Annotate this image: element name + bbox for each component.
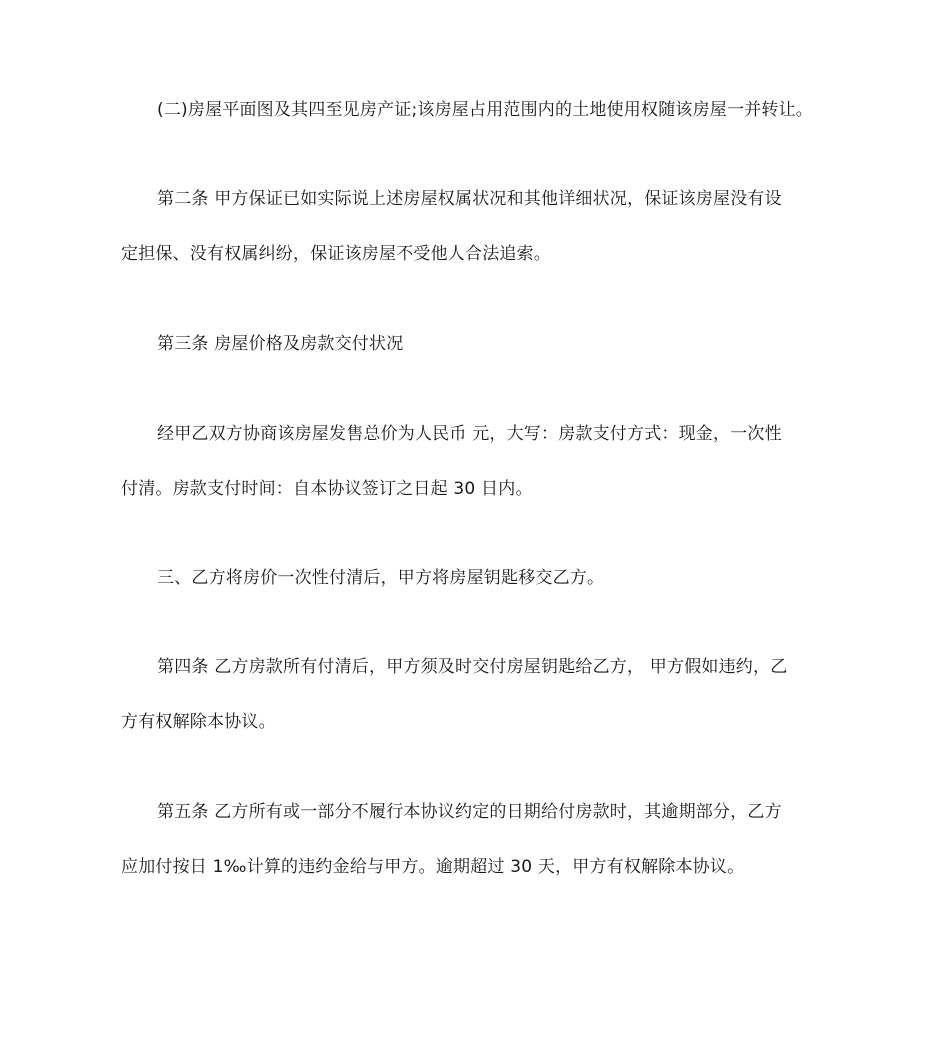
paragraph-6-line-1: 第四条 乙方房款所有付清后，甲方须及时交付房屋钥匙给乙方， 甲方假如违约，乙 bbox=[157, 657, 788, 677]
paragraph-4-line-1: 经甲乙双方协商该房屋发售总价为人民币 元，大写：房款支付方式：现金，一次性 bbox=[157, 424, 782, 444]
paragraph-1-line-1: (二)房屋平面图及其四至见房产证;该房屋占用范围内的土地使用权随该房屋一并转让。 bbox=[157, 100, 813, 120]
paragraph-7-line-1: 第五条 乙方所有或一部分不履行本协议约定的日期给付房款时，其逾期部分，乙方 bbox=[157, 802, 782, 822]
paragraph-5-line-1: 三、乙方将房价一次性付清后，甲方将房屋钥匙移交乙方。 bbox=[157, 568, 605, 588]
paragraph-7-line-2: 应加付按日 1‰计算的违约金给与甲方。逾期超过 30 天，甲方有权解除本协议。 bbox=[121, 857, 745, 877]
paragraph-2-line-1: 第二条 甲方保证已如实际说上述房屋权属状况和其他详细状况，保证该房屋没有设 bbox=[157, 189, 782, 209]
paragraph-3-line-1: 第三条 房屋价格及房款交付状况 bbox=[157, 334, 404, 354]
paragraph-4-line-2: 付清。房款支付时间：自本协议签订之日起 30 日内。 bbox=[121, 479, 533, 499]
paragraph-2-line-2: 定担保、没有权属纠纷，保证该房屋不受他人合法追索。 bbox=[121, 244, 551, 264]
paragraph-6-line-2: 方有权解除本协议。 bbox=[121, 712, 276, 732]
